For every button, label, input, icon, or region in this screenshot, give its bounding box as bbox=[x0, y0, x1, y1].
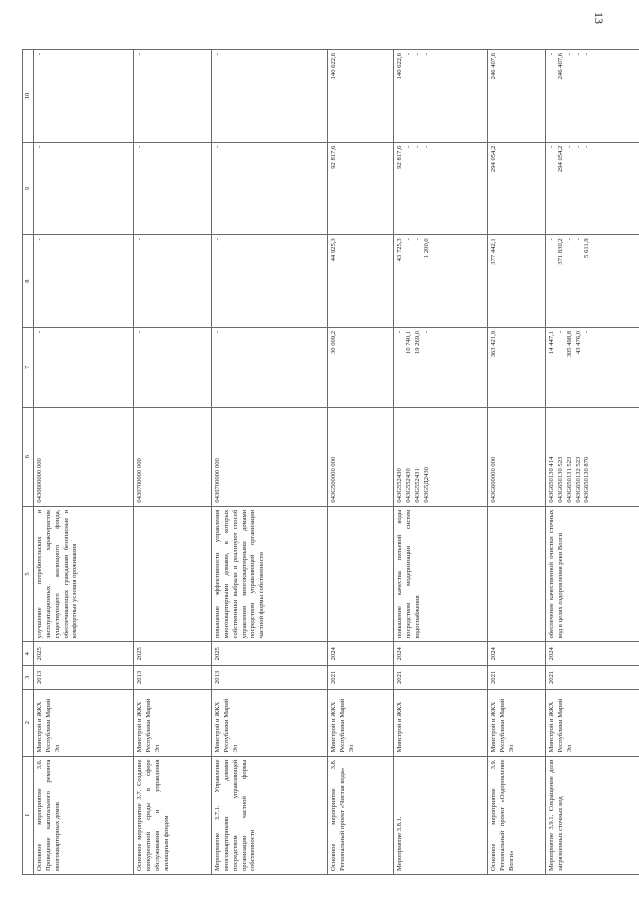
measure-name-cell: Мероприятие 3.9.1. Сокращение доли загрязненных сточных вод bbox=[546, 756, 639, 874]
cell-line: - bbox=[565, 238, 573, 241]
budget-code-cell bbox=[488, 407, 546, 506]
value-2023-cell bbox=[212, 142, 328, 235]
expected-result-cell: улучшение потребительских и эксплуатационных характеристик существующего жилищного фонда, обеспечивающих гражданам безопасные и комфортные условия проживания bbox=[34, 506, 134, 642]
cell-line: 043G650130 870 bbox=[583, 456, 591, 503]
value-2024-cell bbox=[212, 50, 328, 143]
value-2024-cell bbox=[488, 50, 546, 143]
cell-line: 44 925,3 bbox=[330, 238, 338, 262]
cell-line: 043G650132 523 bbox=[574, 456, 582, 503]
column-number: 7 bbox=[23, 327, 34, 407]
cell-line: - bbox=[422, 330, 430, 334]
value-2024-cell bbox=[394, 50, 488, 143]
measure-name-cell: Мероприятие 3.8.1. bbox=[394, 756, 488, 874]
cell-line: - bbox=[565, 145, 573, 148]
executor-cell: Минстрой и ЖКХ Республики Марий Эл bbox=[488, 689, 546, 756]
end-year-cell: 2025 bbox=[212, 642, 328, 666]
column-number: 3 bbox=[23, 666, 34, 690]
cell-line: - bbox=[214, 330, 222, 334]
cell-line: 246 407,6 bbox=[490, 53, 498, 80]
cell-line: 0430700000 000 bbox=[214, 458, 222, 503]
value-2022-cell bbox=[34, 235, 134, 328]
cell-line: 1 200,0 bbox=[422, 238, 430, 259]
value-2022-cell bbox=[488, 235, 546, 328]
column-number: 1 bbox=[23, 756, 34, 874]
cell-line: 043G552430 bbox=[405, 468, 413, 503]
value-2024-cell bbox=[34, 50, 134, 143]
budget-code-cell bbox=[212, 407, 328, 506]
table-row bbox=[134, 50, 212, 875]
start-year-cell: 2021 bbox=[328, 666, 394, 690]
column-number-row bbox=[23, 50, 34, 875]
cell-line: - bbox=[136, 145, 144, 148]
cell-line: 043G650130 523 bbox=[557, 456, 565, 503]
value-2021-cell bbox=[488, 327, 546, 407]
table-row bbox=[34, 50, 134, 875]
cell-line: - bbox=[574, 53, 582, 56]
measure-name-cell: Основное мероприятие 3.8. Региональный проект «Чистая вода» bbox=[328, 756, 394, 874]
start-year-cell: 2021 bbox=[394, 666, 488, 690]
page-number: 13 bbox=[592, 12, 606, 24]
cell-line: - bbox=[548, 145, 556, 148]
cell-line: 043G600000 000 bbox=[490, 456, 498, 503]
cell-line: 305 498,8 bbox=[565, 330, 573, 358]
value-2023-cell bbox=[394, 142, 488, 235]
end-year-cell: 2024 bbox=[394, 642, 488, 666]
cell-line: 371 830,2 bbox=[557, 238, 565, 265]
cell-line: - bbox=[413, 238, 421, 241]
cell-line: 14 447,1 bbox=[548, 330, 556, 354]
cell-line: 246 407,6 bbox=[557, 53, 565, 80]
end-year-cell: 2024 bbox=[546, 642, 639, 666]
cell-line: 19 269,0 bbox=[413, 330, 421, 354]
program-table bbox=[22, 49, 639, 875]
end-year-cell: 2024 bbox=[328, 642, 394, 666]
cell-line: 043G552430 bbox=[396, 468, 404, 503]
measure-name-cell: Основное мероприятие 3.9. Региональный проект «Оздоровление Волги» bbox=[488, 756, 546, 874]
table-row bbox=[488, 50, 546, 875]
expected-result-cell: повышение качества питьевой воды посредством модернизации систем водоснабжения bbox=[394, 506, 488, 642]
cell-line: 363 421,9 bbox=[490, 330, 498, 358]
cell-line: 043G650131 523 bbox=[565, 456, 573, 503]
cell-line: - bbox=[396, 330, 404, 334]
value-2022-cell bbox=[546, 235, 639, 328]
cell-line: - bbox=[36, 145, 44, 148]
start-year-cell: 2021 bbox=[546, 666, 639, 690]
expected-result-cell bbox=[134, 506, 212, 642]
value-2021-cell bbox=[34, 327, 134, 407]
expected-result-cell bbox=[328, 506, 394, 642]
cell-line: - bbox=[136, 53, 144, 56]
value-2024-cell bbox=[546, 50, 639, 143]
start-year-cell: 2021 bbox=[488, 666, 546, 690]
value-2023-cell bbox=[34, 142, 134, 235]
cell-line: 0430600000 000 bbox=[36, 458, 44, 503]
cell-line: 10 740,1 bbox=[405, 330, 413, 354]
table-row bbox=[394, 50, 488, 875]
cell-line: - bbox=[565, 53, 573, 56]
measure-name-cell: Основное мероприятие 3.7. Создание конкурентной среды в сфере обслуживания и управления жилищным фондом bbox=[134, 756, 212, 874]
cell-line: 0430700000 000 bbox=[136, 458, 144, 503]
end-year-cell: 2024 bbox=[488, 642, 546, 666]
budget-code-cell bbox=[134, 407, 212, 506]
start-year-cell: 2013 bbox=[34, 666, 134, 690]
value-2023-cell bbox=[134, 142, 212, 235]
cell-line: - bbox=[413, 53, 421, 56]
cell-line: 92 817,6 bbox=[396, 145, 404, 169]
column-number: 9 bbox=[23, 142, 34, 235]
start-year-cell: 2013 bbox=[134, 666, 212, 690]
executor-cell: Минстрой и ЖКХ Республики Марий Эл bbox=[34, 689, 134, 756]
column-number: 8 bbox=[23, 235, 34, 328]
cell-line: - bbox=[583, 145, 591, 148]
cell-line: 140 622,6 bbox=[330, 53, 338, 80]
value-2022-cell bbox=[328, 235, 394, 328]
cell-line: - bbox=[422, 53, 430, 56]
cell-line: 043G500000 000 bbox=[330, 456, 338, 503]
column-number: 4 bbox=[23, 642, 34, 666]
value-2021-cell bbox=[134, 327, 212, 407]
executor-cell: Минстрой и ЖКХ Республики Марий Эл bbox=[328, 689, 394, 756]
expected-result-cell bbox=[488, 506, 546, 642]
cell-line: 377 442,1 bbox=[490, 238, 498, 265]
cell-line: 294 054,2 bbox=[490, 145, 498, 173]
value-2022-cell bbox=[394, 235, 488, 328]
cell-line: - bbox=[214, 238, 222, 241]
executor-cell: Минстрой и ЖКХ Республики Марий Эл bbox=[212, 689, 328, 756]
executor-cell: Минстрой и ЖКХ Республики Марий Эл bbox=[134, 689, 212, 756]
cell-line: 30 009,2 bbox=[330, 330, 338, 354]
expected-result-cell: повышение эффективности управления многоквартирными домами, в которых собственники выбрали и реализуют способ управления многоквартирными домами посредством управляющей организации частной формы собственности bbox=[212, 506, 328, 642]
cell-line: 5 611,9 bbox=[583, 238, 591, 258]
value-2023-cell bbox=[328, 142, 394, 235]
table-row bbox=[328, 50, 394, 875]
cell-line: - bbox=[574, 145, 582, 148]
value-2023-cell bbox=[488, 142, 546, 235]
cell-line: 92 817,6 bbox=[330, 145, 338, 169]
cell-line: - bbox=[214, 53, 222, 56]
value-2024-cell bbox=[134, 50, 212, 143]
value-2022-cell bbox=[134, 235, 212, 328]
cell-line: - bbox=[214, 145, 222, 148]
start-year-cell: 2013 bbox=[212, 666, 328, 690]
measure-name-cell: Мероприятие 3.7.1. Управление многоквартирными домами посредством управляющей организации частной формы собственности bbox=[212, 756, 328, 874]
cell-line: - bbox=[36, 330, 44, 334]
cell-line: 43 725,3 bbox=[396, 238, 404, 262]
column-number: 2 bbox=[23, 689, 34, 756]
cell-line: - bbox=[574, 238, 582, 241]
budget-code-cell bbox=[546, 407, 639, 506]
cell-line: 140 622,6 bbox=[396, 53, 404, 80]
value-2021-cell bbox=[212, 327, 328, 407]
cell-line: - bbox=[583, 53, 591, 56]
end-year-cell: 2025 bbox=[134, 642, 212, 666]
value-2022-cell bbox=[212, 235, 328, 328]
budget-code-cell bbox=[34, 407, 134, 506]
cell-line: - bbox=[405, 238, 413, 241]
cell-line: 43 476,0 bbox=[574, 330, 582, 354]
cell-line: - bbox=[405, 53, 413, 56]
cell-line: - bbox=[548, 53, 556, 56]
cell-line: 043G5Д2430 bbox=[422, 467, 430, 503]
column-number: 6 bbox=[23, 407, 34, 506]
cell-line: 043G552431 bbox=[413, 468, 421, 503]
value-2021-cell bbox=[546, 327, 639, 407]
cell-line: - bbox=[548, 238, 556, 241]
value-2021-cell bbox=[394, 327, 488, 407]
expected-result-cell: обеспечение качественной очистки сточных вод в целях оздоровления реки Волги bbox=[546, 506, 639, 642]
cell-line: - bbox=[136, 330, 144, 334]
cell-line: - bbox=[557, 330, 565, 334]
cell-line: 294 054,2 bbox=[557, 145, 565, 173]
executor-cell: Минстрой и ЖКХ Республики Марий Эл bbox=[546, 689, 639, 756]
budget-code-cell bbox=[394, 407, 488, 506]
budget-code-cell bbox=[328, 407, 394, 506]
executor-cell: Минстрой и ЖКХ bbox=[394, 689, 488, 756]
cell-line: - bbox=[136, 238, 144, 241]
cell-line: 043G650130 414 bbox=[548, 456, 556, 503]
cell-line: - bbox=[36, 53, 44, 56]
end-year-cell: 2025 bbox=[34, 642, 134, 666]
table-row bbox=[546, 50, 639, 875]
cell-line: - bbox=[413, 145, 421, 148]
cell-line: - bbox=[36, 238, 44, 241]
table-body bbox=[34, 50, 639, 875]
cell-line: - bbox=[583, 330, 591, 334]
cell-line: - bbox=[422, 145, 430, 148]
cell-line: - bbox=[405, 145, 413, 148]
value-2024-cell bbox=[328, 50, 394, 143]
column-number: 5 bbox=[23, 506, 34, 642]
value-2023-cell bbox=[546, 142, 639, 235]
column-number: 10 bbox=[23, 50, 34, 143]
table-row bbox=[212, 50, 328, 875]
value-2021-cell bbox=[328, 327, 394, 407]
measure-name-cell: Основное мероприятие 3.6. Проведение капитального ремонта многоквартирных домов bbox=[34, 756, 134, 874]
